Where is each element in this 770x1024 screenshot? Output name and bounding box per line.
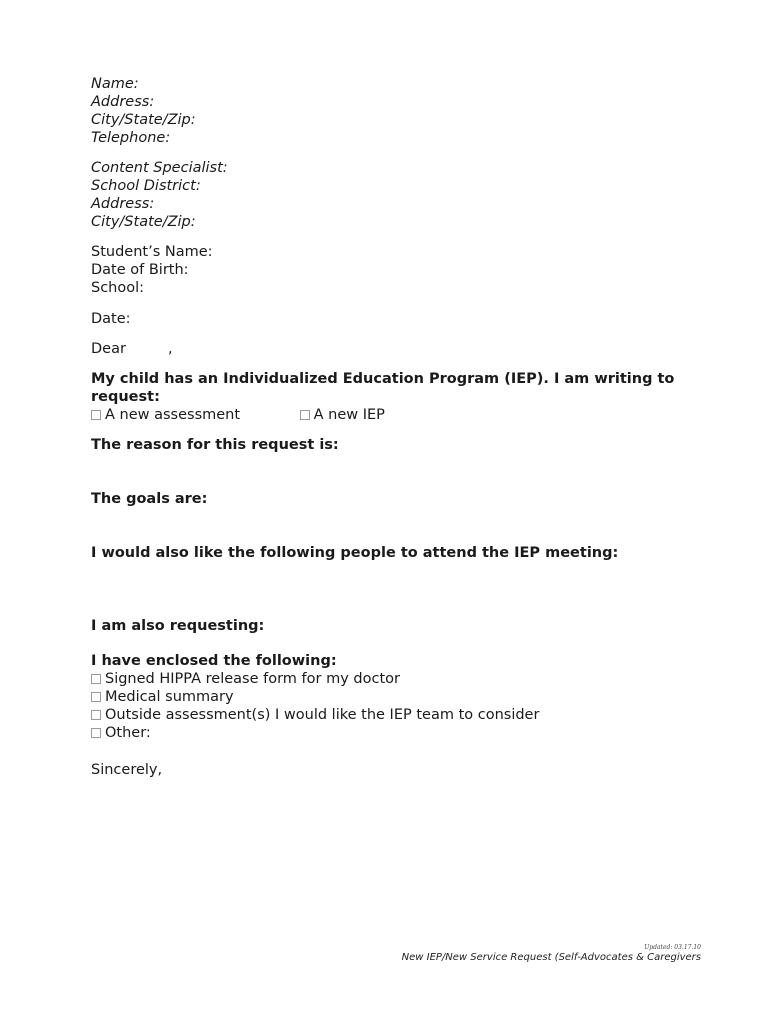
also-requesting-block [91, 617, 691, 635]
enclosed-item-medical-label: Medical summary [105, 689, 234, 705]
enclosed-heading: I have enclosed the following: [91, 653, 337, 669]
recipient-specialist-label: Content Specialist: [91, 160, 228, 176]
also-requesting-heading: I am also requesting: [91, 618, 265, 634]
footer-updated: Updated: 03.17.10 [644, 944, 701, 951]
reason-block [91, 436, 691, 454]
enclosed-item-hippa-label: Signed HIPPA release form for my doctor [105, 671, 400, 687]
goals-block [91, 490, 691, 508]
request-options [91, 406, 691, 424]
sender-name-label: Name: [91, 76, 139, 92]
recipient-district-label: School District: [91, 178, 201, 194]
enclosed-item-other[interactable] [91, 724, 691, 742]
date-block [91, 310, 691, 328]
closing-block [91, 761, 691, 779]
student-school-label: School: [91, 280, 145, 296]
recipient-block [91, 159, 691, 231]
salutation-comma: , [167, 341, 173, 357]
sender-address-label: Address: [91, 94, 155, 110]
sender-block [91, 75, 691, 147]
student-name-label: Student’s Name: [91, 244, 213, 260]
student-dob-label: Date of Birth: [91, 262, 189, 278]
enclosed-block [91, 652, 691, 742]
footer-title: New IEP/New Service Request (Self-Advocates & Caregivers [401, 952, 701, 963]
sender-city-label: City/State/Zip: [91, 112, 196, 128]
enclosed-item-hippa[interactable] [91, 670, 691, 688]
enclosed-item-outside[interactable] [91, 706, 691, 724]
request-block [91, 370, 691, 424]
recipient-city-label: City/State/Zip: [91, 214, 196, 230]
checkbox-other[interactable] [91, 728, 101, 738]
checkbox-hippa[interactable] [91, 674, 101, 684]
date-label: Date: [91, 311, 131, 327]
attendees-heading: I would also like the following people to attend the IEP meeting: [91, 545, 619, 561]
student-block [91, 243, 691, 297]
closing-text: Sincerely, [91, 762, 163, 778]
enclosed-item-other-label: Other: [105, 725, 151, 741]
enclosed-item-medical[interactable] [91, 688, 691, 706]
checkbox-new-iep[interactable] [300, 410, 310, 420]
goals-heading: The goals are: [91, 491, 208, 507]
option-new-iep[interactable] [300, 406, 385, 424]
option-new-iep-label: A new IEP [313, 407, 385, 423]
checkbox-new-assessment[interactable] [91, 410, 101, 420]
salutation-dear: Dear [91, 341, 126, 357]
attendees-block [91, 544, 691, 562]
enclosed-item-outside-label: Outside assessment(s) I would like the IEP team to consider [105, 707, 540, 723]
option-new-assessment[interactable] [91, 406, 295, 424]
reason-heading: The reason for this request is: [91, 437, 339, 453]
checkbox-outside[interactable] [91, 710, 101, 720]
request-intro: My child has an Individualized Education Program (IEP). I am writing to request: [91, 371, 675, 405]
option-new-assessment-label: A new assessment [105, 407, 241, 423]
salutation [91, 340, 691, 358]
recipient-address-label: Address: [91, 196, 155, 212]
checkbox-medical[interactable] [91, 692, 101, 702]
sender-telephone-label: Telephone: [91, 130, 171, 146]
